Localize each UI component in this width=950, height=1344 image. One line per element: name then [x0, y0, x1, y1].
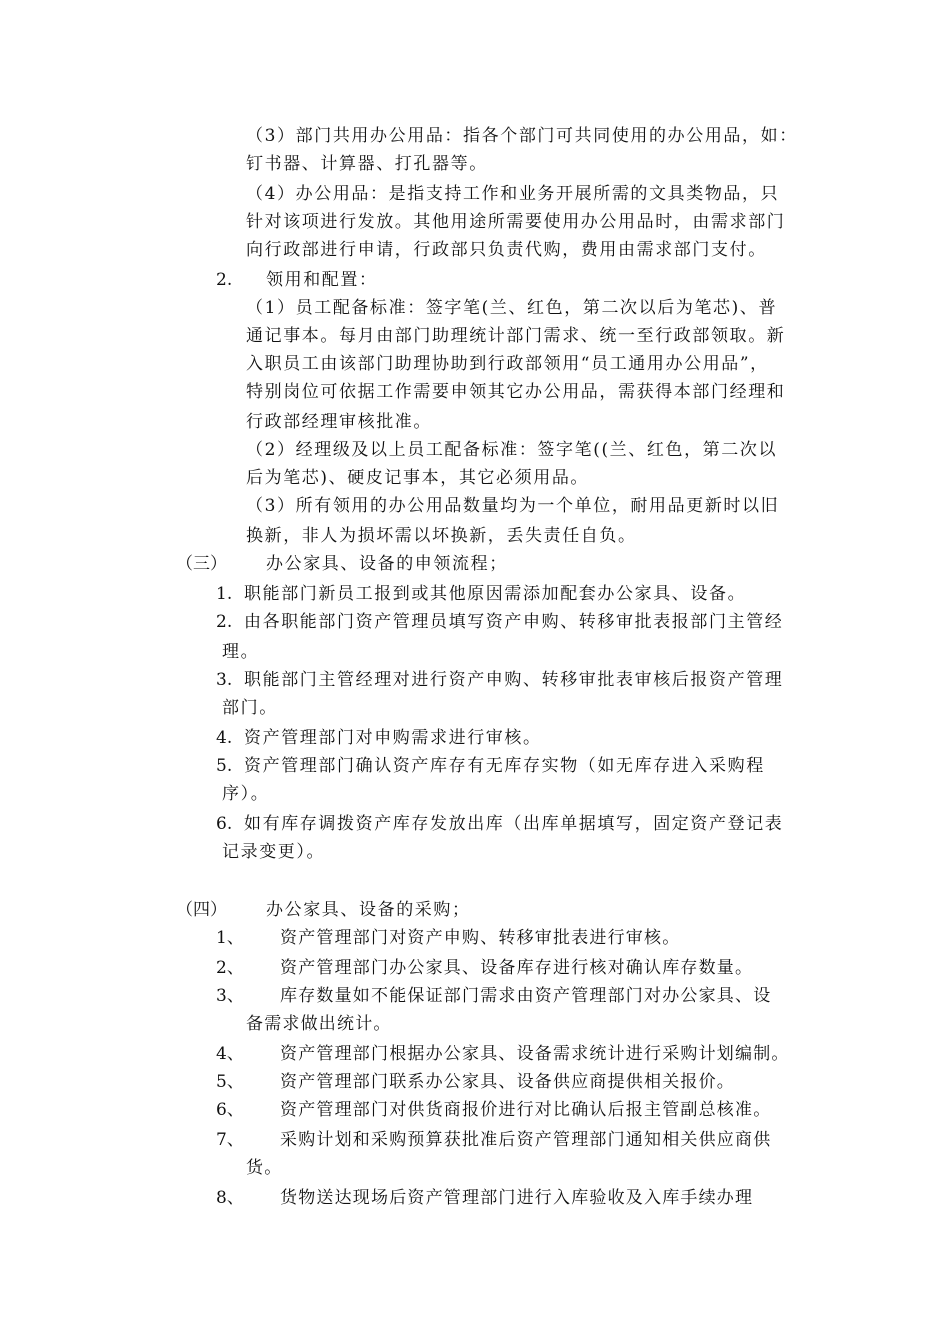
section4-item2-line1: 资产管理部门办公家具、设备库存进行核对确认库存数量。: [280, 958, 754, 978]
collect-p1-line3: 入职员工由该部门助理协助到行政部领用“员工通用办公用品”，: [246, 354, 769, 374]
paragraph-item3-line1: （3）部门共用办公用品：指各个部门可共同使用的办公用品，如：: [246, 126, 798, 146]
section4-title: 办公家具、设备的采购；: [266, 900, 471, 920]
collect-p1-line1: （1）员工配备标准：签字笔(兰、红色，第二次以后为笔芯)、普: [246, 298, 778, 318]
section3-item6-line1: 如有库存调拨资产库存发放出库（出库单据填写，固定资产登记表: [244, 814, 784, 834]
collect-p3-line1: （3）所有领用的办公用品数量均为一个单位，耐用品更新时以旧: [246, 496, 780, 516]
paragraph-item4-line2: 针对该项进行发放。其他用途所需要使用办公用品时，由需求部门: [246, 212, 786, 232]
section3-item6-line2: 记录变更）。: [222, 842, 326, 862]
collect-number: 2.: [216, 270, 233, 290]
section4-item6-line1: 资产管理部门对供货商报价进行对比确认后报主管副总核准。: [280, 1100, 772, 1120]
section4-item7-number: 7、: [216, 1130, 244, 1150]
collect-p1-line5: 行政部经理审核批准。: [246, 412, 432, 432]
section3-item2-line1: 由各职能部门资产管理员填写资产申购、转移审批表报部门主管经: [244, 612, 784, 632]
section3-item6-number: 6.: [216, 814, 233, 834]
section4-item4-line1: 资产管理部门根据办公家具、设备需求统计进行采购计划编制。: [280, 1044, 790, 1064]
section4-item1-line1: 资产管理部门对资产申购、转移审批表进行审核。: [280, 928, 681, 948]
section3-item3-number: 3.: [216, 670, 233, 690]
section3-item4-number: 4.: [216, 728, 233, 748]
section4-item4-number: 4、: [216, 1044, 244, 1064]
collect-p2-line2: 后为笔芯)、硬皮记事本，其它必须用品。: [246, 468, 590, 488]
section4-item7-line2: 货。: [246, 1158, 283, 1178]
paragraph-item3-line2: 钉书器、计算器、打孔器等。: [246, 154, 488, 174]
section3-item2-number: 2.: [216, 612, 233, 632]
section4-label: （四）: [176, 900, 227, 920]
section3-item5-line1: 资产管理部门确认资产库存有无库存实物（如无库存进入采购程: [244, 756, 765, 776]
collect-p1-line2: 通记事本。每月由部门助理统计部门需求、统一至行政部领取。新: [246, 326, 786, 346]
section3-item5-line2: 序）。: [222, 784, 270, 804]
section3-title: 办公家具、设备的申领流程；: [266, 554, 508, 574]
section4-item5-line1: 资产管理部门联系办公家具、设备供应商提供相关报价。: [280, 1072, 735, 1092]
section4-item2-number: 2、: [216, 958, 244, 978]
section3-item1-number: 1.: [216, 584, 233, 604]
section4-item6-number: 6、: [216, 1100, 244, 1120]
section4-item3-number: 3、: [216, 986, 244, 1006]
collect-title: 领用和配置：: [266, 270, 378, 290]
section4-item7-line1: 采购计划和采购预算获批准后资产管理部门通知相关供应商供: [280, 1130, 772, 1150]
section4-item5-number: 5、: [216, 1072, 244, 1092]
section3-item5-number: 5.: [216, 756, 233, 776]
section4-item3-line2: 备需求做出统计。: [246, 1014, 392, 1034]
collect-p3-line2: 换新，非人为损坏需以坏换新，丢失责任自负。: [246, 526, 637, 546]
section4-item8-line1: 货物送达现场后资产管理部门进行入库验收及入库手续办理: [280, 1188, 754, 1208]
section4-item8-number: 8、: [216, 1188, 244, 1208]
section4-item3-line1: 库存数量如不能保证部门需求由资产管理部门对办公家具、设: [280, 986, 772, 1006]
paragraph-item4-line1: （4）办公用品：是指支持工作和业务开展所需的文具类物品，只: [246, 184, 780, 204]
section3-item3-line2: 部门。: [222, 698, 278, 718]
collect-p2-line1: （2）经理级及以上员工配备标准：签字笔((兰、红色，第二次以: [246, 440, 778, 460]
section3-item1-line1: 职能部门新员工报到或其他原因需添加配套办公家具、设备。: [244, 584, 747, 604]
section3-item4-line1: 资产管理部门对申购需求进行审核。: [244, 728, 542, 748]
section3-item2-line2: 理。: [222, 642, 260, 662]
paragraph-item4-line3: 向行政部进行申请，行政部只负责代购，费用由需求部门支付。: [246, 240, 767, 260]
section4-item1-number: 1、: [216, 928, 244, 948]
section3-label: （三）: [176, 554, 227, 574]
collect-p1-line4: 特别岗位可依据工作需要申领其它办公用品，需获得本部门经理和: [246, 382, 786, 402]
section3-item3-line1: 职能部门主管经理对进行资产申购、转移审批表审核后报资产管理: [244, 670, 784, 690]
